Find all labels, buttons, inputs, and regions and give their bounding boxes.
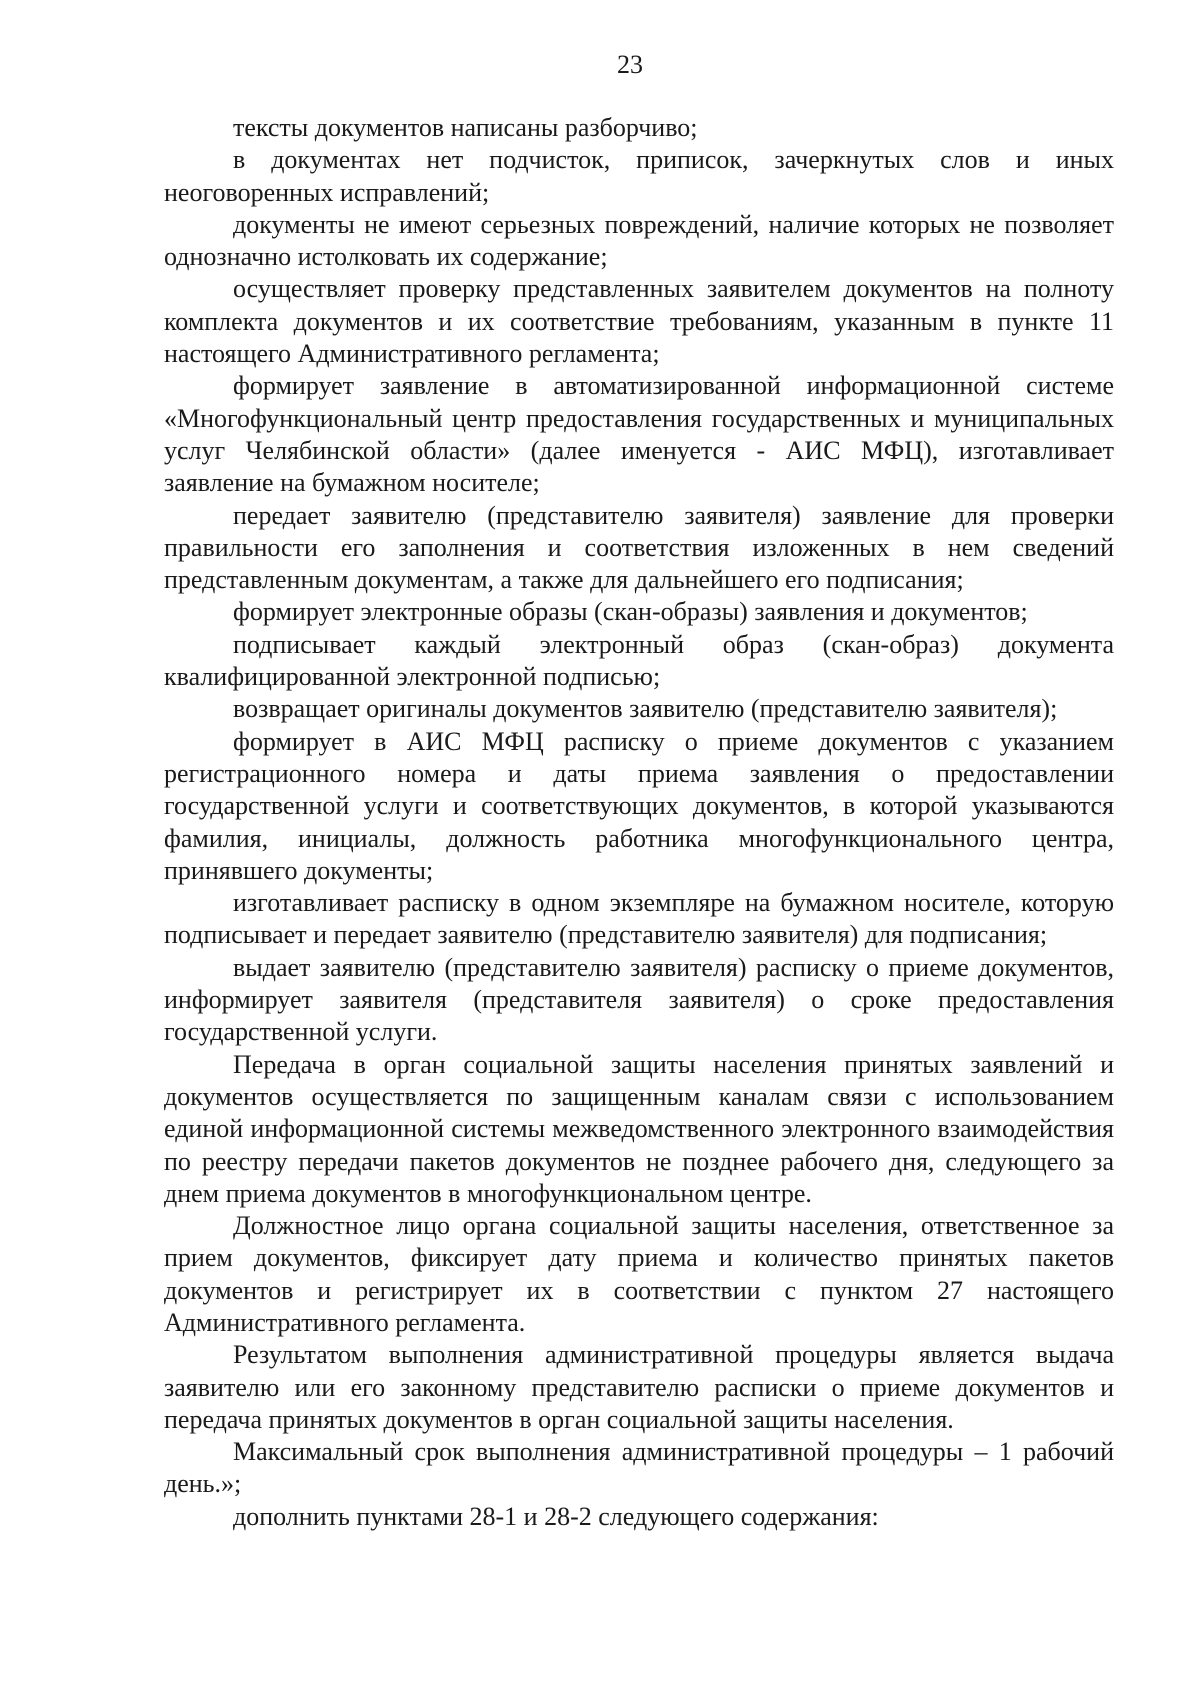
paragraph: дополнить пунктами 28-1 и 28-2 следующего содержания: (233, 1501, 879, 1531)
paragraph: возвращает оригиналы документов заявителю (представителю заявителя); (233, 694, 1058, 724)
paragraph: формирует заявление в автоматизированной информационной системе «Многофункциональный центр предоставления государственных и муниципальных услуг Челябинской области» (далее именуется - АИС МФЦ), изготавливает заявление на бумажном носителе; (164, 371, 1114, 498)
paragraph: Должностное лицо органа социальной защиты населения, ответственное за прием документов, фиксирует дату приема и количество принятых пакетов документов и регистрирует их в соответствии с пунктом 27 настоящего Административного регламента. (164, 1211, 1114, 1337)
paragraph: Передача в орган социальной защиты населения принятых заявлений и документов осуществляется по защищенным каналам связи с использованием единой информационной системы межведомственного электронного взаимодействия по реестру передачи пакетов документов не позднее рабочего дня, следующего за днем приема документов в многофункциональном центре. (164, 1049, 1114, 1208)
paragraph: подписывает каждый электронный образ (скан-образ) документа квалифицированной электронной подписью; (164, 629, 1114, 692)
paragraph: Максимальный срок выполнения административной процедуры – 1 рабочий день.»; (164, 1437, 1114, 1499)
paragraph: выдает заявителю (представителю заявителя) расписку о приеме документов, информирует заявителя (представителя заявителя) о сроке предоставления государственной услуги. (164, 952, 1114, 1047)
document-body (164, 112, 1114, 1533)
paragraph: изготавливает расписку в одном экземпляре на бумажном носителе, которую подписывает и передает заявителю (представителю заявителя) для подписания; (164, 888, 1114, 950)
paragraph: формирует электронные образы (скан-образы) заявления и документов; (233, 597, 1028, 627)
page-number: 23 (617, 50, 643, 79)
paragraph: формирует в АИС МФЦ расписку о приеме документов с указанием регистрационного номера и даты приема заявления о предоставлении государственной услуги и соответствующих документов, в которой указываются фамилия, инициалы, должность работника многофункционального центра, принявшего документы; (164, 726, 1114, 885)
paragraph: документы не имеют серьезных повреждений, наличие которых не позволяет однозначно истолковать их содержание; (164, 209, 1114, 272)
paragraph: тексты документов написаны разборчиво; (233, 113, 698, 142)
paragraph: передает заявителю (представителю заявителя) заявление для проверки правильности его заполнения и соответствия изложенных в нем сведений представленным документам, а также для дальнейшего его подписания; (164, 500, 1114, 595)
paragraph: осуществляет проверку представленных заявителем документов на полноту комплекта документов и их соответствие требованиям, указанным в пункте 11 настоящего Административного регламента; (164, 274, 1114, 369)
paragraph: Результатом выполнения административной процедуры является выдача заявителю или его законному представителю расписки о приеме документов и передача принятых документов в орган социальной защиты населения. (164, 1340, 1114, 1434)
paragraph: в документах нет подчисток, приписок, зачеркнутых слов и иных неоговоренных исправлений; (164, 145, 1114, 207)
